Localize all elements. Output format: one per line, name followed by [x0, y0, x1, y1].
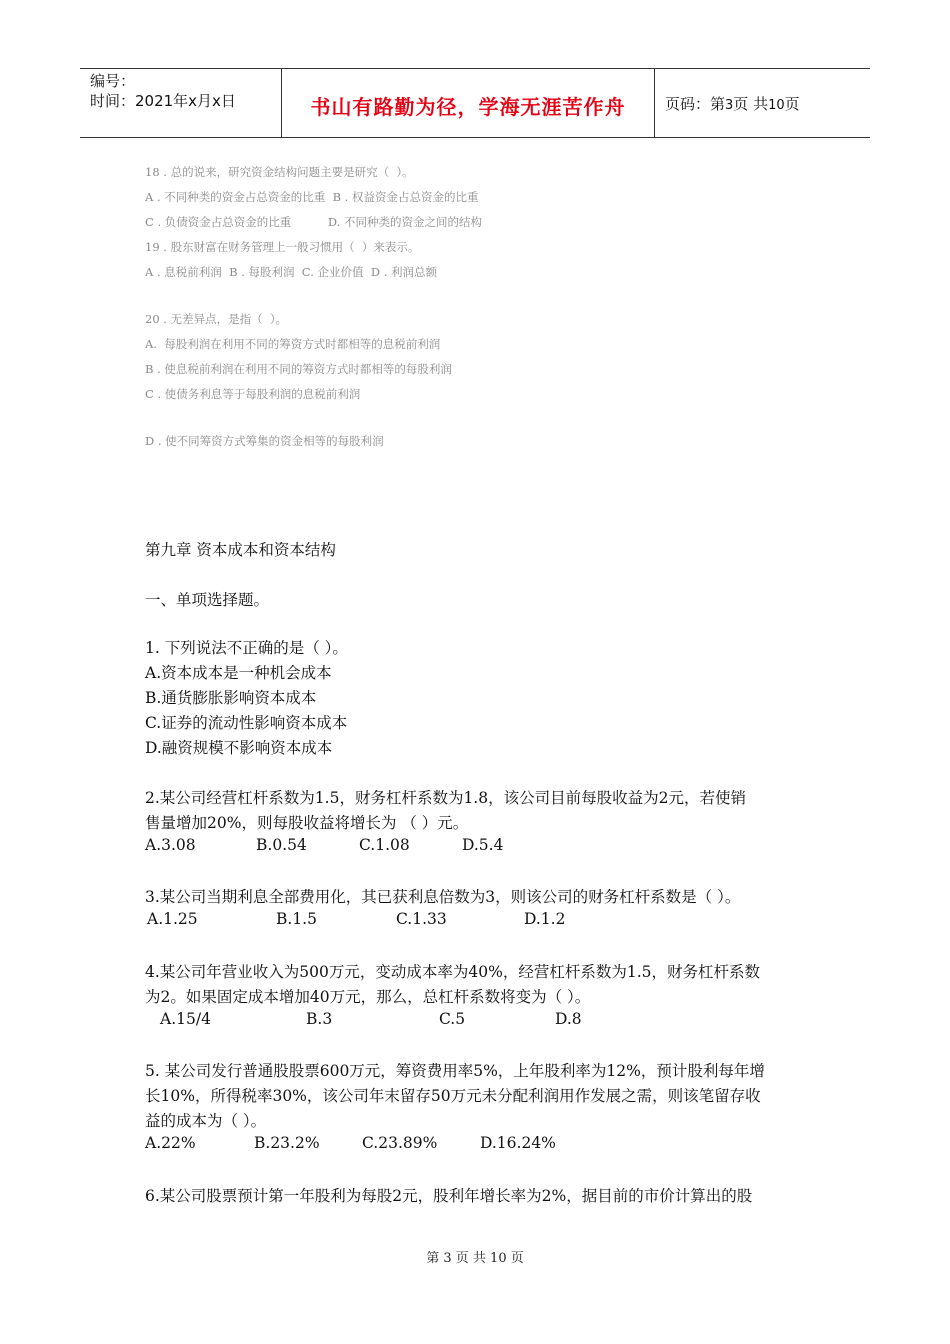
question-3-option-b: B.1.5: [276, 910, 317, 928]
question-2-option-c: C.1.08: [359, 836, 410, 854]
faded-line: A . 不同种类的资金占总资金的比重 B . 权益资金占总资金的比重: [145, 190, 479, 204]
question-4-option-b: B.3: [306, 1010, 333, 1028]
question-6-stem: 6.某公司股票预计第一年股利为每股2元，股利年增长率为2%，据目前的市价计算出的股: [145, 1187, 753, 1205]
page-total: 10: [768, 98, 785, 113]
question-2-stem: 售量增加20%，则每股收益将增长为 （ ）元。: [145, 814, 469, 832]
question-1-stem: 1. 下列说法不正确的是（ ）。: [145, 639, 348, 657]
question-2-option-d: D.5.4: [462, 836, 504, 854]
question-2-option-a: A.3.08: [145, 836, 196, 854]
question-3-stem: 3.某公司当期利息全部费用化，其已获利息倍数为3，则该公司的财务杠杆系数是（ ）。: [145, 888, 741, 906]
page-header: [80, 68, 870, 138]
page-mid: 页 共: [733, 95, 769, 113]
question-1-option-a: A.资本成本是一种机会成本: [145, 664, 332, 682]
question-2-option-b: B.0.54: [256, 836, 307, 854]
header-divider: [654, 69, 655, 137]
faded-line: A. 每股利润在利用不同的筹资方式时都相等的息税前利润: [145, 337, 441, 351]
faded-line: B . 使息税前利润在利用不同的筹资方式时都相等的每股利润: [145, 362, 452, 376]
faded-line: A . 息税前利润 B . 每股利润 C. 企业价值 D . 利润总额: [145, 265, 438, 279]
question-1-option-c: C.证券的流动性影响资本成本: [145, 714, 348, 732]
question-5-option-c: C.23.89%: [362, 1134, 438, 1152]
question-5-stem: 长10%，所得税率30%，该公司年末留存50万元未分配利润用作发展之需，则该笔留存收: [145, 1087, 761, 1105]
section-title: 一、单项选择题。: [145, 591, 270, 609]
page-footer: 第 3 页 共 10 页: [426, 1251, 524, 1266]
question-5-option-b: B.23.2%: [254, 1134, 320, 1152]
header-code-label: 编号：: [90, 72, 136, 90]
question-4-stem: 4.某公司年营业收入为500万元，变动成本率为40%，经营杠杆系数为1.5，财务杠杆系数: [145, 963, 760, 981]
header-time-label: 时间：2021年x月x日: [90, 92, 236, 110]
faded-line: D . 使不同筹资方式筹集的资金相等的每股利润: [145, 434, 384, 448]
question-2-stem: 2.某公司经营杠杆系数为1.5，财务杠杆系数为1.8，该公司目前每股收益为2元，若使销: [145, 789, 746, 807]
question-5-stem: 5. 某公司发行普通股股票600万元，筹资费用率5%，上年股利率为12%，预计股利每年增: [145, 1062, 765, 1080]
header-meta: [90, 71, 236, 111]
chapter-title: 第九章 资本成本和资本结构: [145, 541, 336, 559]
question-4-option-a: A.15/4: [160, 1010, 211, 1028]
page-current: 3: [725, 98, 734, 113]
header-motto: 书山有路勤为径，学海无涯苦作舟: [310, 95, 626, 119]
faded-line: C . 使债务利息等于每股利润的息税前利润: [145, 387, 361, 401]
question-4-option-c: C.5: [439, 1010, 466, 1028]
question-3-option-a: A.1.25: [147, 910, 198, 928]
faded-line: C . 负债资金占总资金的比重 D. 不同种类的资金之间的结构: [145, 215, 482, 229]
header-page-number: [665, 93, 800, 114]
question-3-option-d: D.1.2: [524, 910, 566, 928]
question-4-stem: 为2。如果固定成本增加40万元，那么，总杠杆系数将变为（ ）。: [145, 988, 591, 1006]
question-5-stem: 益的成本为（ ）。: [145, 1112, 267, 1130]
question-1-option-b: B.通货膨胀影响资本成本: [145, 689, 317, 707]
faded-line: 18 . 总的说来，研究资金结构问题主要是研究（ ）。: [145, 165, 414, 179]
question-5-option-a: A.22%: [145, 1134, 196, 1152]
page-prefix: 页码：第: [665, 95, 726, 113]
question-4-option-d: D.8: [555, 1010, 582, 1028]
page-suffix: 页: [784, 95, 800, 113]
faded-line: 19 . 股东财富在财务管理上一般习惯用（ ）来表示。: [145, 240, 420, 254]
faded-line: 20 . 无差异点，是指（ ）。: [145, 312, 288, 326]
question-1-option-d: D.融资规模不影响资本成本: [145, 739, 333, 757]
question-3-option-c: C.1.33: [396, 910, 447, 928]
question-5-option-d: D.16.24%: [480, 1134, 556, 1152]
